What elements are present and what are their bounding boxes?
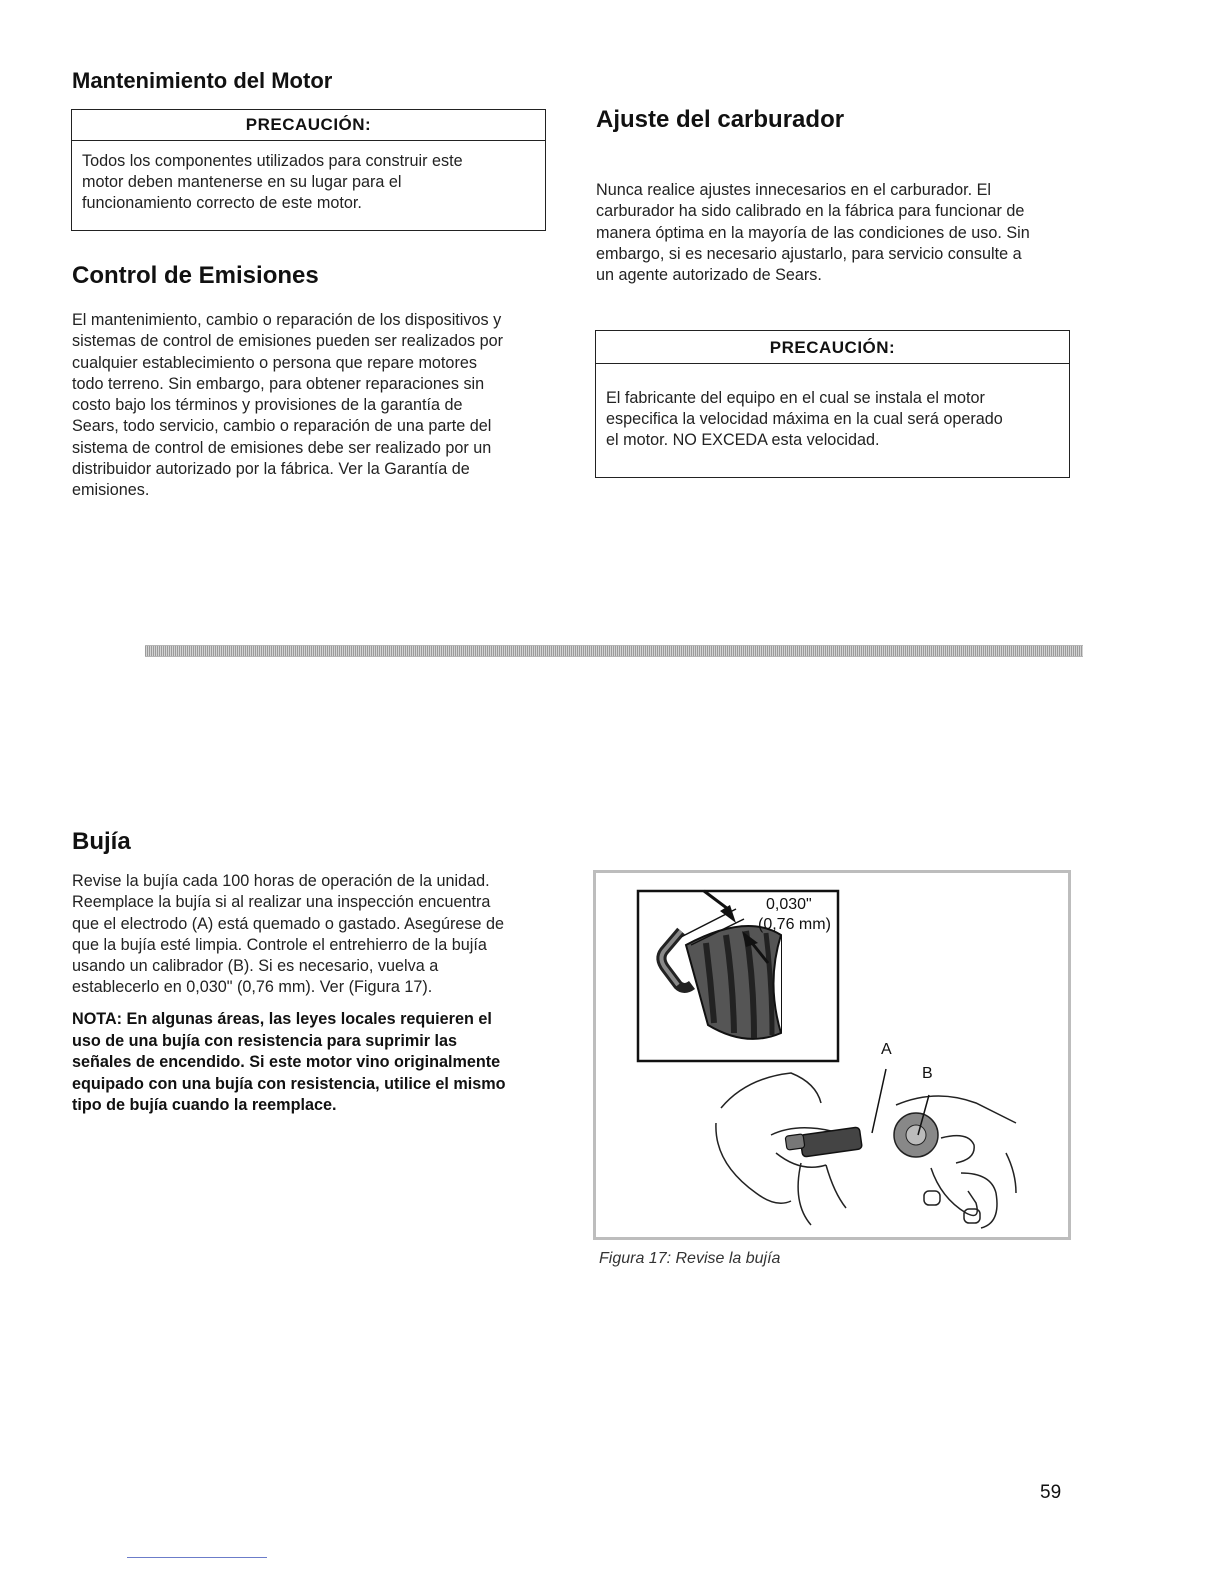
note-line: tipo de bujía cuando la reemplace. [72,1096,337,1114]
spark-plug-paragraph [72,871,557,999]
text-line: que la bujía esté limpia. Controle el entrehierro de la bujía [72,935,487,954]
page-number: 59 [1040,1482,1062,1503]
label-a: A [881,1041,892,1058]
caution-text [596,364,1069,451]
text-line: El mantenimiento, cambio o reparación de los dispositivos y [72,311,502,329]
caution-box-maintenance [71,109,546,231]
figure-caption: Figura 17: Revise la bujía [599,1250,781,1267]
text-line: manera óptima en la mayoría de las condiciones de uso. Sin [596,223,1030,242]
text-line: que el electrodo (A) está quemado o gastado. Asegúrese de [72,914,504,933]
caution-text [72,141,545,214]
text-line: embargo, si es necesario ajustarlo, para servicio consulte a [596,244,1022,263]
caution-line: especifica la velocidad máxima en la cual será operado [606,410,1003,428]
caution-line: Todos los componentes utilizados para construir este [82,152,463,170]
label-b: B [922,1065,933,1082]
footer-rule [127,1557,267,1558]
text-line: usando un calibrador (B). Si es necesario, vuelva a [72,957,439,976]
text-line: carburador ha sido calibrado en la fábrica para funcionar de [596,202,1025,221]
spark-plug-note [72,1009,562,1117]
text-line: un agente autorizado de Sears. [596,266,822,285]
caution-box-speed [595,330,1070,478]
carburetor-paragraph [596,180,1076,286]
gap-inches: 0,030" [766,896,812,913]
caution-header: PRECAUCIÓN: [596,331,1069,364]
caution-line: el motor. NO EXCEDA esta velocidad. [606,431,880,449]
note-line: equipado con una bujía con resistencia, utilice el mismo [72,1074,506,1093]
text-line: distribuidor autorizado por la fábrica. Ver la Garantía de [72,460,470,479]
text-line: todo terreno. Sin embargo, para obtener reparaciones sin [72,374,485,393]
text-line: emisiones. [72,481,150,500]
caution-line: motor deben mantenerse en su lugar para el [82,173,402,191]
emissions-title: Control de Emisiones [72,262,319,289]
figure-17-frame [593,870,1071,1240]
maintenance-title: Mantenimiento del Motor [72,68,333,93]
text-line: Sears, todo servicio, cambio o reparación de una parte del [72,417,492,436]
gap-spec [758,895,831,935]
text-line: sistemas de control de emisiones pueden ser realizados por [72,332,504,351]
note-line: señales de encendido. Si este motor vino originalmente [72,1053,501,1071]
carburetor-title: Ajuste del carburador [596,106,845,133]
text-line: establecerlo en 0,030" (0,76 mm). Ver (Figura 17). [72,978,433,997]
caution-line: El fabricante del equipo en el cual se instala el motor [606,389,985,407]
section-divider [145,645,1083,657]
gap-millimeters: (0,76 mm) [758,916,831,933]
text-line: Nunca realice ajustes innecesarios en el carburador. El [596,181,992,199]
caution-line: funcionamiento correcto de este motor. [82,194,362,212]
text-line: costo bajo los términos y provisiones de la garantía de [72,396,463,415]
text-line: Reemplace la bujía si al realizar una inspección encuentra [72,893,491,912]
spark-plug-title: Bujía [72,828,131,855]
text-line: Revise la bujía cada 100 horas de operación de la unidad. [72,872,490,890]
spark-plug [800,1127,862,1157]
text-line: sistema de control de emisiones debe ser realizado por un [72,438,492,457]
spark-plug-illustration [596,873,1068,1237]
note-line: NOTA: En algunas áreas, las leyes locales requieren el [72,1010,492,1028]
note-line: uso de una bujía con resistencia para suprimir las [72,1031,458,1050]
caution-header: PRECAUCIÓN: [72,110,545,141]
text-line: cualquier establecimiento o persona que repare motores [72,353,477,372]
emissions-paragraph [72,310,552,502]
